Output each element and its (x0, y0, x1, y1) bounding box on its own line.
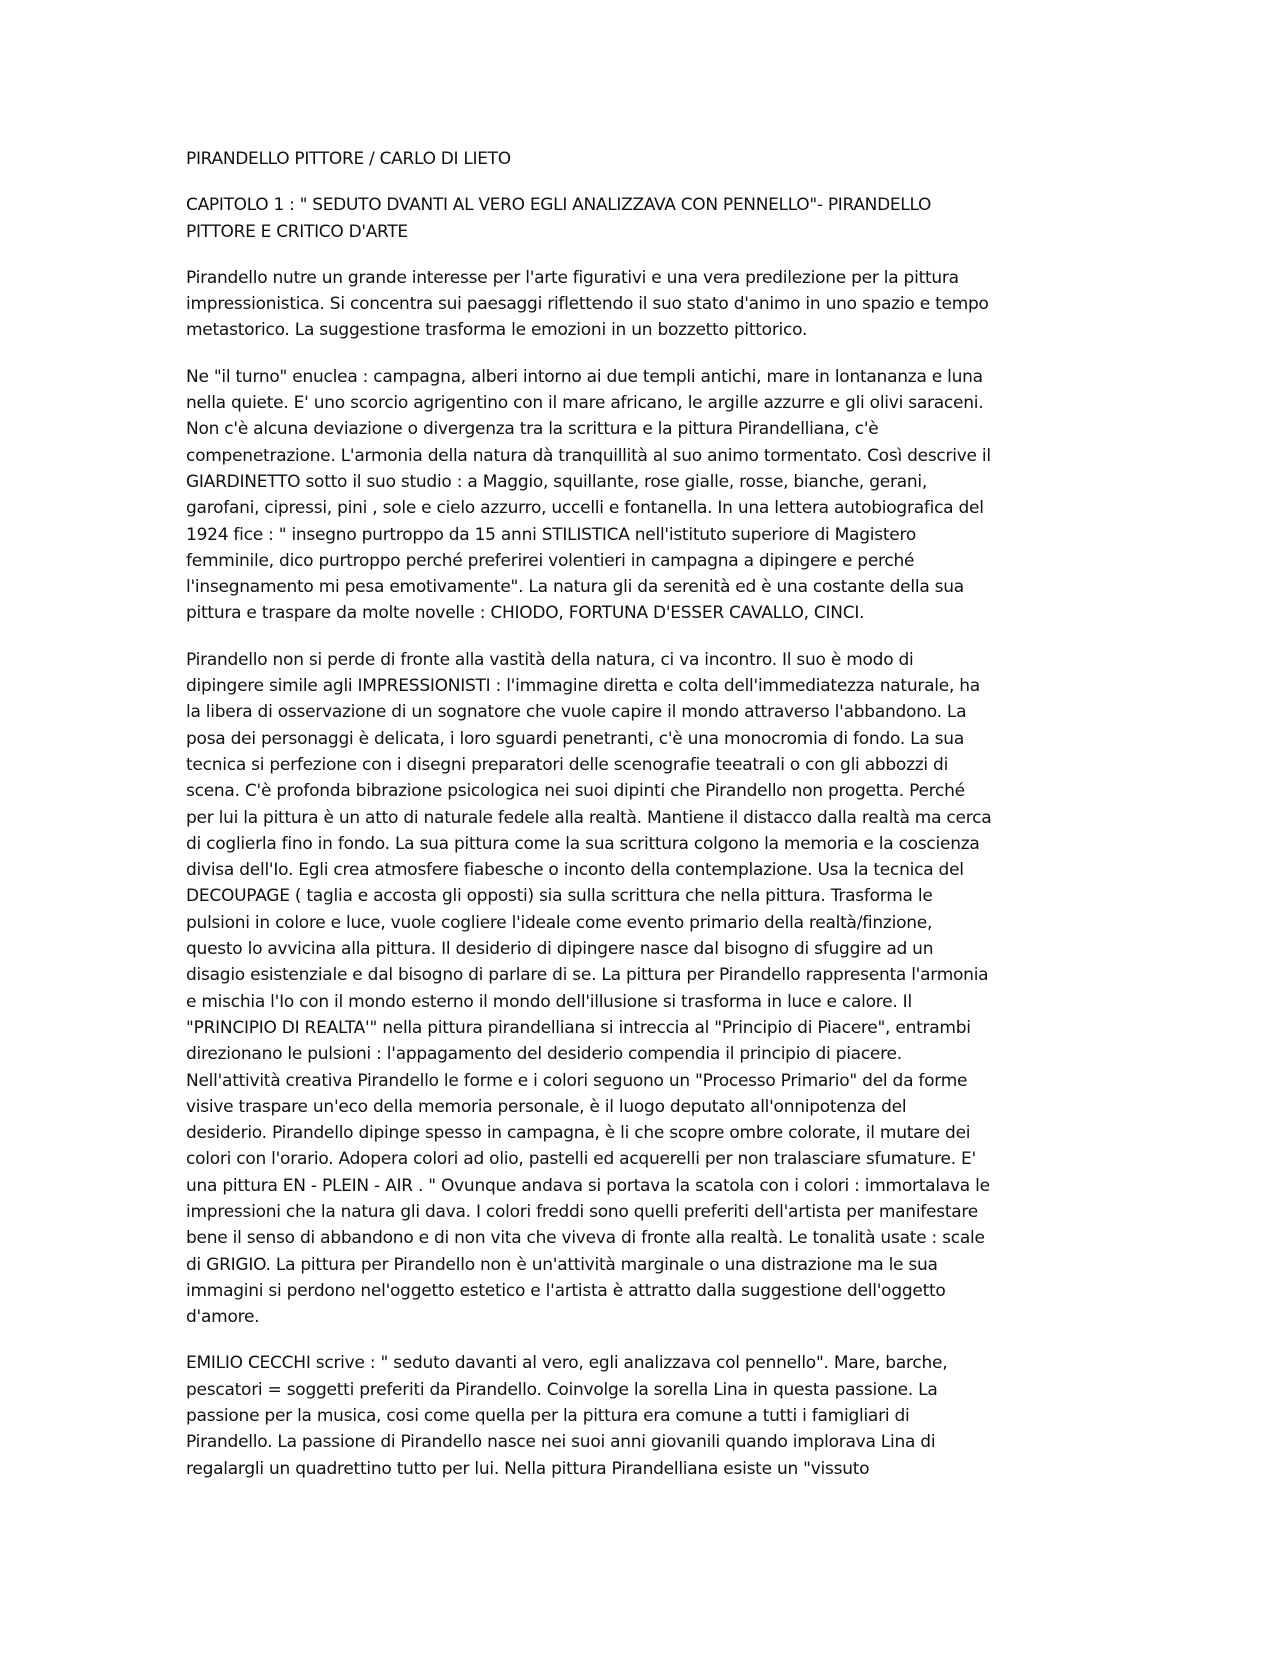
paragraph-emilio-cecchi: EMILIO CECCHI scrive : " seduto davanti al vero, egli analizzava col pennello". Mare, barche, pescatori = soggetti preferiti da Pirandello. Coinvolge la sorella Lina in questa passione. La passione per la musica, cosi come quella per la pittura era comune a tutti i famigliari di Pirandello. La passione di Pirandello nasce nei suoi anni giovanili quando implorava Lina di regalargli un quadrettino tutto per lui. Nella pittura Pirandelliana esiste un "vissuto (186, 1353, 948, 1479)
paragraph-intro: Pirandello nutre un grande interesse per l'arte figurativi e una vera predilezione per la pittura impressionistica. Si concentra sui paesaggi riflettendo il suo stato d'animo in uno spazio e tempo metastorico. La suggestione trasforma le emozioni in un bozzetto pittorico. (186, 267, 989, 341)
document-page (186, 146, 1091, 1502)
paragraph-impressionisti: Pirandello non si perde di fronte alla vastità della natura, ci va incontro. Il suo è modo di dipingere simile agli IMPRESSIONISTI : l'immagine diretta e colta dell'immediatezza naturale, ha la libera di osservazione di un sognatore che vuole capire il mondo attraverso l'abbandono. La posa dei personaggi è delicata, i loro sguardi penetranti, c'è una monocromia di fondo. La sua tecnica si perfezione con i disegni preparatori delle scenografie teeatrali o con gli abbozzi di scena. C'è profonda bibrazione psicologica nei suoi dipinti che Pirandello non progetta. Perché per lui la pittura è un atto di naturale fedele alla realtà. Mantiene il distacco dalla realtà ma cerca di coglierla fino in fondo. La sua pittura come la sua scrittura colgono la memoria e la coscienza divisa dell'Io. Egli crea atmosfere fiabesche o inconto della contemplazione. Usa la tecnica del DECOUPAGE ( taglia e accosta gli opposti) sia sulla scrittura che nella pittura. Trasforma le pulsioni in colore e luce, vuole cogliere l'ideale come evento primario della realtà/finzione, questo lo avvicina alla pittura. Il desiderio di dipingere nasce dal bisogno di sfuggire ad un disagio esistenziale e dal bisogno di parlare di se. La pittura per Pirandello rappresenta l'armonia e mischia l'Io con il mondo esterno il mondo dell'illusione si trasforma in luce e calore. Il "PRINCIPIO DI REALTA'" nella pittura pirandelliana si intreccia al "Principio di Piacere", entrambi direzionano le pulsioni : l'appagamento del desiderio compendia il principio di piacere. Nell'attività creativa Pirandello le forme e i colori seguono un "Processo Primario" del da forme visive traspare un'eco della memoria personale, è il luogo deputato all'onnipotenza del desiderio. Pirandello dipinge spesso in campagna, è li che scopre ombre colorate, il mutare dei colori con l'orario. Adopera colori ad olio, pastelli ed acquerelli per non tralasciare sfumature. E' una pittura EN - PLEIN - AIR . " Ovunque andava si portava la scatola con i colori : immortalava le impressioni che la natura gli dava. I colori freddi sono quelli preferiti dell'artista per manifestare bene il senso di abbandono e di non vita che viveva di fronte alla realtà. Le tonalità usate : scale di GRIGIO. La pittura per Pirandello non è un'attività marginale o una distrazione ma le sua immagini si perdono nel'oggetto estetico e l'artista è attratto dalla suggestione dell'oggetto d'amore. (186, 649, 992, 1328)
chapter-heading: CAPITOLO 1 : " SEDUTO DVANTI AL VERO EGLI ANALIZZAVA CON PENNELLO"- PIRANDELLO PITTORE E CRITICO D'ARTE (186, 195, 932, 242)
document-title: PIRANDELLO PITTORE / CARLO DI LIETO (186, 149, 511, 169)
paragraph-il-turno: Ne "il turno" enuclea : campagna, alberi intorno ai due templi antichi, mare in lontananza e luna nella quiete. E' uno scorcio agrigentino con il mare africano, le argille azzurre e gli olivi saraceni. Non c'è alcuna deviazione o divergenza tra la scrittura e la pittura Pirandelliana, c'è compenetrazione. L'armonia della natura dà tranquillità al suo animo tormentato. Così descrive il GIARDINETTO sotto il suo studio : a Maggio, squillante, rose gialle, rosse, bianche, gerani, garofani, cipressi, pini , sole e cielo azzurro, uccelli e fontanella. In una lettera autobiografica del 1924 fice : " insegno purtroppo da 15 anni STILISTICA nell'istituto superiore di Magistero femminile, dico purtroppo perché preferirei volentieri in campagna a dipingere e perché l'insegnamento mi pesa emotivamente". La natura gli da serenità ed è una costante della sua pittura e traspare da molte novelle : CHIODO, FORTUNA D'ESSER CAVALLO, CINCI. (186, 366, 991, 624)
